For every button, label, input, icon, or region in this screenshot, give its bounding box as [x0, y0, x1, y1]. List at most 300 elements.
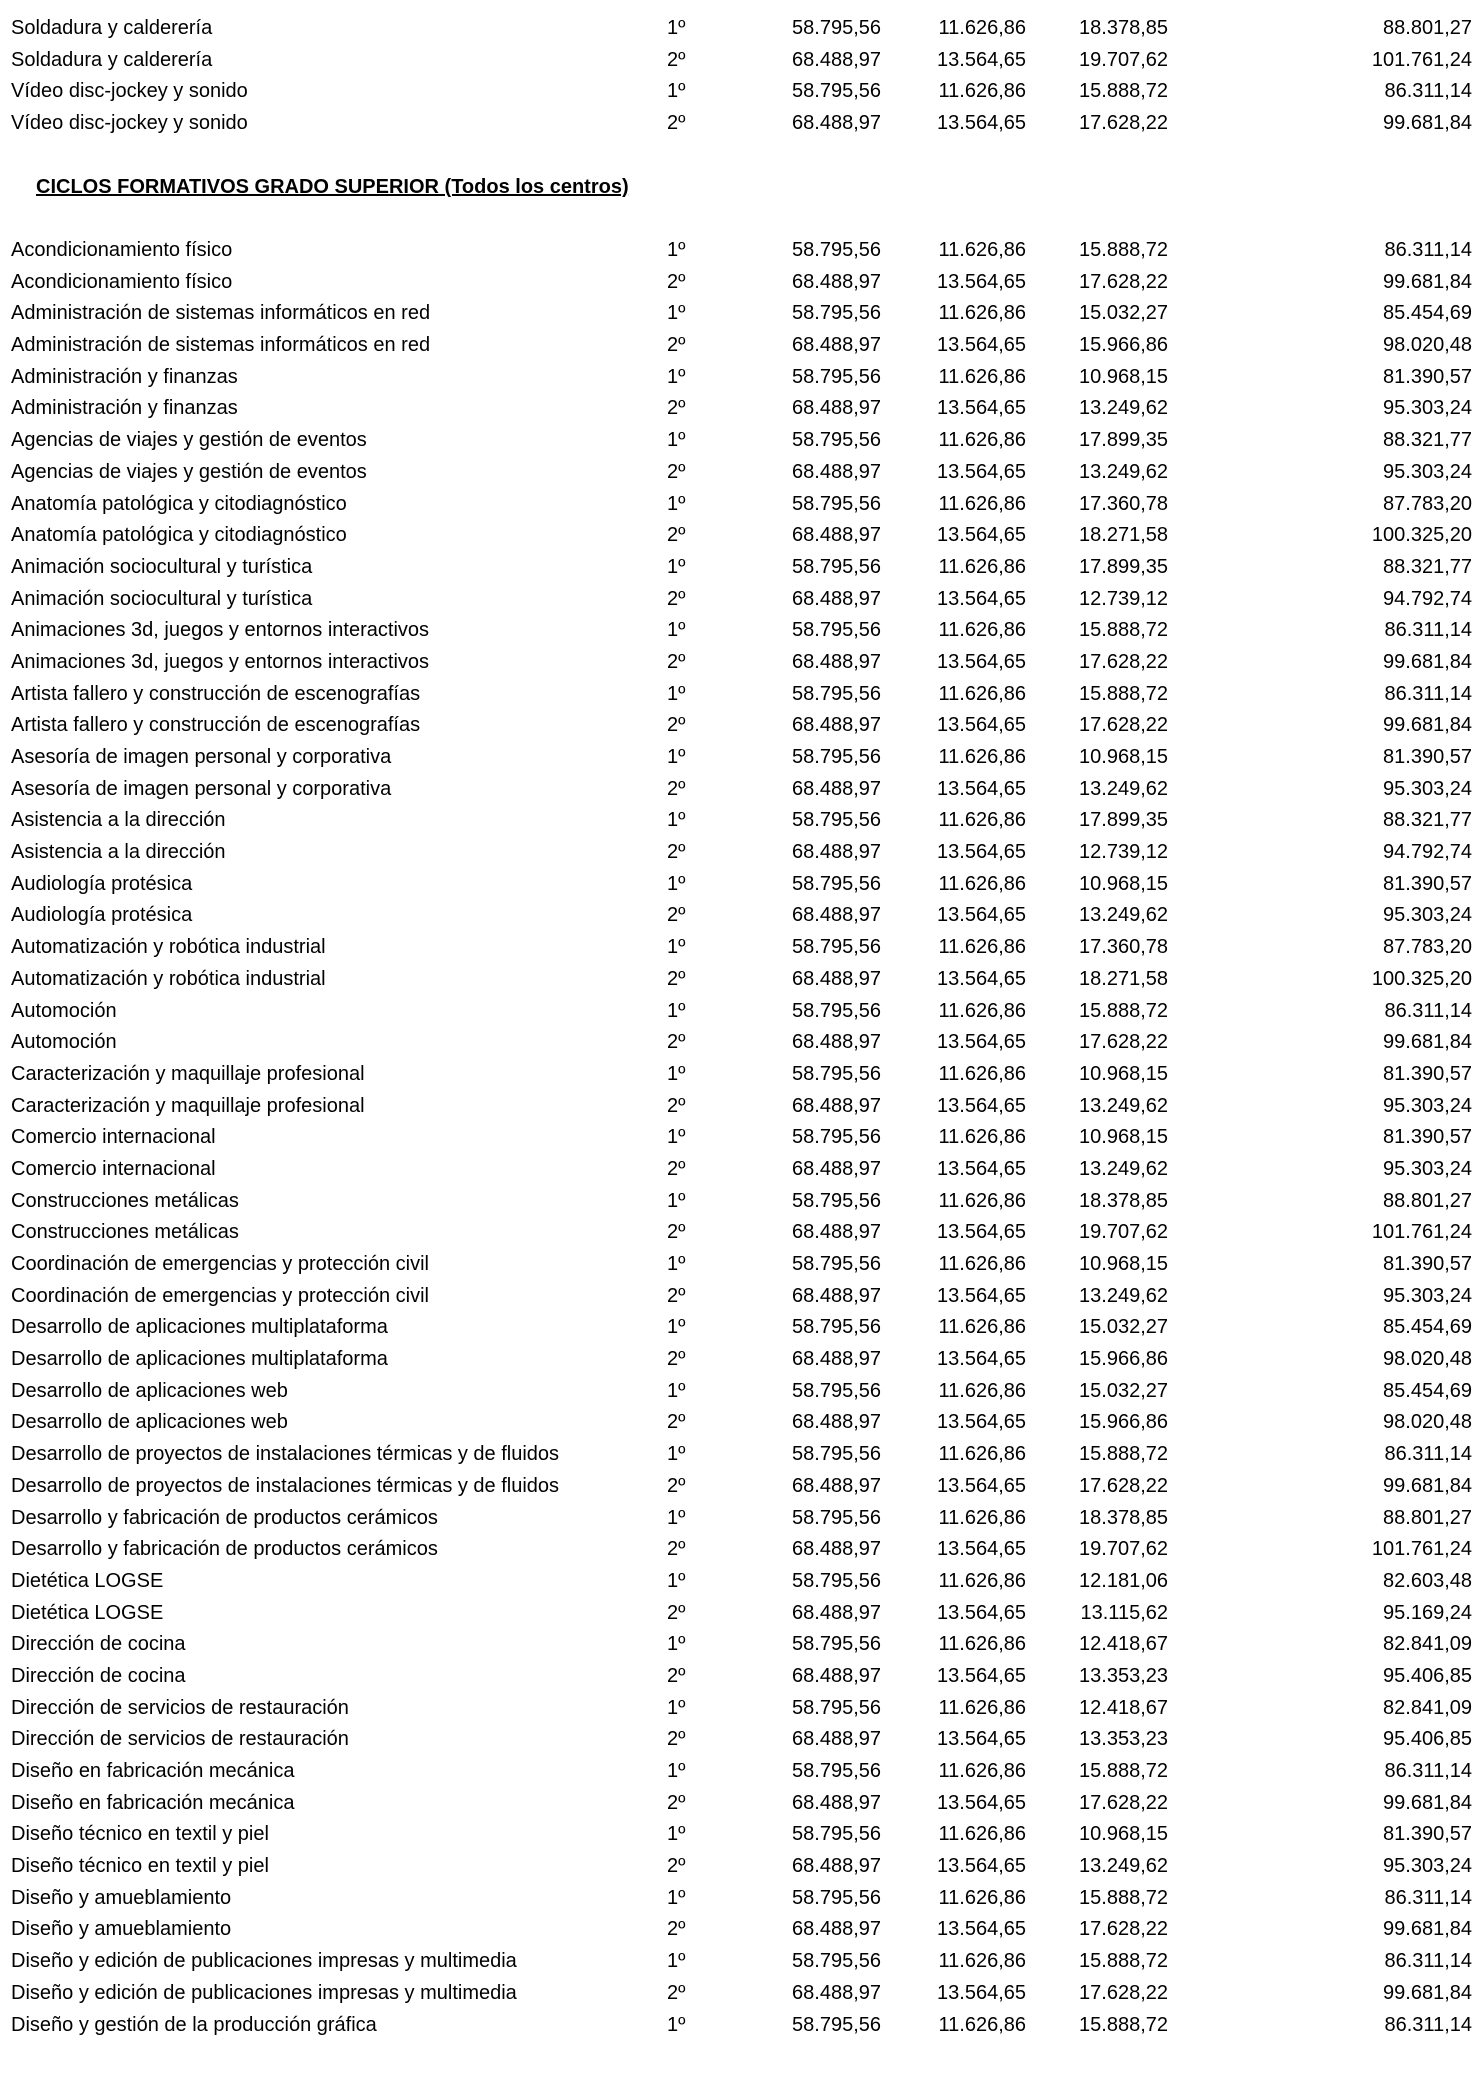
row-total: 95.303,24 — [1383, 1284, 1472, 1307]
row-total: 88.321,77 — [1383, 555, 1472, 578]
row-course: 2º — [667, 1474, 686, 1497]
table-row — [0, 235, 1476, 267]
row-course: 1º — [667, 682, 686, 705]
table-row — [0, 679, 1476, 711]
row-name: Dietética LOGSE — [11, 1569, 164, 1592]
row-amount-2: 11.626,86 — [938, 239, 1026, 261]
row-course: 2º — [667, 841, 686, 864]
row-amount-3: 13.353,23 — [1079, 1664, 1168, 1687]
row-total: 95.303,24 — [1383, 1094, 1472, 1117]
row-amount-1: 58.795,56 — [792, 936, 881, 959]
section-title: CICLOS FORMATIVOS GRADO SUPERIOR (Todos los centros) — [36, 176, 629, 198]
row-course: 2º — [667, 1918, 686, 1941]
row-amount-1: 58.795,56 — [792, 619, 881, 642]
row-course: 1º — [667, 1823, 686, 1846]
row-amount-1: 68.488,97 — [792, 714, 881, 737]
row-total: 85.454,69 — [1383, 302, 1472, 325]
row-course: 1º — [667, 429, 686, 452]
row-name: Diseño y amueblamiento — [11, 1886, 232, 1909]
row-course: 2º — [667, 967, 686, 990]
row-amount-2: 11.626,86 — [938, 1062, 1026, 1085]
row-amount-1: 68.488,97 — [792, 1981, 881, 2004]
row-total: 94.792,74 — [1383, 841, 1472, 864]
row-total: 86.311,14 — [1384, 1760, 1472, 1782]
row-amount-1: 68.488,97 — [792, 1221, 881, 1244]
row-course: 1º — [667, 1950, 686, 1973]
row-course: 1º — [667, 302, 686, 325]
table-row — [0, 76, 1476, 108]
table-row — [0, 1503, 1476, 1535]
row-amount-1: 58.795,56 — [792, 2013, 881, 2036]
row-amount-1: 58.795,56 — [792, 682, 881, 705]
row-amount-3: 18.378,85 — [1079, 1189, 1168, 1212]
row-amount-3: 15.888,72 — [1079, 1443, 1168, 1466]
row-amount-2: 13.564,65 — [937, 777, 1026, 800]
row-course: 1º — [667, 17, 686, 39]
row-amount-2: 13.564,65 — [937, 48, 1026, 71]
table-row — [0, 1946, 1476, 1978]
row-amount-2: 13.564,65 — [937, 1538, 1026, 1561]
row-course: 2º — [667, 112, 686, 135]
row-name: Dirección de servicios de restauración — [11, 1696, 349, 1719]
row-amount-3: 13.115,62 — [1080, 1601, 1168, 1624]
row-amount-1: 58.795,56 — [792, 492, 881, 515]
row-amount-3: 15.888,72 — [1079, 1950, 1168, 1973]
row-amount-3: 12.739,12 — [1079, 841, 1168, 864]
row-total: 100.325,20 — [1371, 524, 1472, 547]
row-amount-1: 58.795,56 — [792, 1633, 881, 1656]
row-amount-3: 17.628,22 — [1079, 1918, 1168, 1941]
row-amount-1: 68.488,97 — [792, 524, 881, 547]
main-table — [0, 235, 1476, 2041]
table-row — [0, 330, 1476, 362]
table-row — [0, 45, 1476, 77]
row-course: 2º — [667, 397, 686, 420]
row-amount-3: 13.249,62 — [1079, 904, 1168, 927]
row-name: Coordinación de emergencias y protección civil — [11, 1253, 429, 1275]
row-amount-1: 68.488,97 — [792, 1664, 881, 1687]
row-amount-1: 68.488,97 — [792, 1157, 881, 1180]
row-amount-3: 17.628,22 — [1079, 1791, 1168, 1814]
row-amount-3: 15.888,72 — [1079, 682, 1168, 705]
table-row — [0, 774, 1476, 806]
row-amount-1: 68.488,97 — [792, 48, 881, 71]
table-row — [0, 1724, 1476, 1756]
row-name: Desarrollo de proyectos de instalaciones térmicas y de fluidos — [11, 1443, 560, 1466]
row-amount-1: 68.488,97 — [792, 1348, 881, 1371]
row-course: 1º — [667, 1886, 686, 1909]
row-amount-1: 68.488,97 — [792, 460, 881, 483]
row-amount-2: 11.626,86 — [938, 746, 1026, 768]
table-row — [0, 1312, 1476, 1344]
row-amount-2: 11.626,86 — [938, 17, 1026, 39]
row-total: 88.801,27 — [1383, 17, 1472, 39]
row-amount-1: 68.488,97 — [792, 1918, 881, 1941]
row-amount-2: 11.626,86 — [938, 682, 1026, 705]
row-amount-3: 15.888,72 — [1079, 1886, 1168, 1909]
row-course: 2º — [667, 524, 686, 547]
row-amount-3: 13.353,23 — [1079, 1728, 1168, 1751]
table-row — [0, 1819, 1476, 1851]
row-course: 2º — [667, 1538, 686, 1561]
row-amount-2: 13.564,65 — [937, 1728, 1026, 1751]
row-amount-3: 15.966,86 — [1079, 1348, 1168, 1371]
row-course: 1º — [667, 1126, 686, 1149]
row-amount-2: 11.626,86 — [938, 429, 1026, 452]
row-name: Desarrollo y fabricación de productos cerámicos — [11, 1538, 438, 1561]
row-total: 85.454,69 — [1383, 1379, 1472, 1402]
table-row — [0, 1566, 1476, 1598]
row-amount-2: 11.626,86 — [938, 936, 1026, 959]
row-total: 99.681,84 — [1383, 270, 1472, 293]
row-total: 87.783,20 — [1383, 492, 1472, 515]
row-amount-1: 58.795,56 — [792, 1316, 881, 1339]
row-amount-2: 11.626,86 — [938, 1379, 1026, 1402]
row-amount-1: 68.488,97 — [792, 587, 881, 610]
row-total: 95.303,24 — [1383, 904, 1472, 927]
row-amount-3: 17.899,35 — [1079, 429, 1168, 452]
row-name: Soldadura y calderería — [11, 17, 213, 39]
row-total: 95.303,24 — [1383, 777, 1472, 800]
row-course: 2º — [667, 1157, 686, 1180]
table-row — [0, 1059, 1476, 1091]
row-course: 2º — [667, 270, 686, 293]
row-name: Administración y finanzas — [11, 365, 238, 388]
row-amount-3: 18.378,85 — [1079, 17, 1168, 39]
row-amount-2: 13.564,65 — [937, 270, 1026, 293]
row-amount-3: 17.628,22 — [1079, 270, 1168, 293]
row-amount-2: 13.564,65 — [937, 967, 1026, 990]
row-amount-1: 58.795,56 — [792, 1189, 881, 1212]
row-course: 1º — [667, 746, 686, 768]
row-amount-3: 17.628,22 — [1079, 714, 1168, 737]
row-amount-3: 15.888,72 — [1079, 80, 1168, 103]
row-amount-2: 11.626,86 — [938, 365, 1026, 388]
row-amount-1: 58.795,56 — [792, 429, 881, 452]
row-total: 98.020,48 — [1383, 1411, 1472, 1434]
table-row — [0, 267, 1476, 299]
row-amount-3: 17.628,22 — [1079, 112, 1168, 135]
row-amount-1: 68.488,97 — [792, 1791, 881, 1814]
table-row — [0, 1186, 1476, 1218]
table-row — [0, 1471, 1476, 1503]
row-total: 86.311,14 — [1384, 1886, 1472, 1909]
row-amount-1: 68.488,97 — [792, 1728, 881, 1751]
row-name: Dietética LOGSE — [11, 1601, 164, 1624]
row-course: 1º — [667, 1633, 686, 1656]
row-amount-2: 13.564,65 — [937, 1348, 1026, 1371]
row-name: Administración de sistemas informáticos en red — [11, 302, 431, 325]
table-row — [0, 1091, 1476, 1123]
row-amount-3: 12.739,12 — [1079, 587, 1168, 610]
row-name: Automatización y robótica industrial — [11, 967, 326, 990]
row-total: 101.761,24 — [1371, 1221, 1472, 1244]
row-amount-2: 13.564,65 — [937, 1157, 1026, 1180]
row-amount-2: 13.564,65 — [937, 1664, 1026, 1687]
row-total: 95.406,85 — [1383, 1664, 1472, 1687]
row-amount-1: 68.488,97 — [792, 1411, 881, 1434]
row-amount-1: 68.488,97 — [792, 1031, 881, 1054]
row-amount-1: 68.488,97 — [792, 1601, 881, 1624]
row-name: Animaciones 3d, juegos y entornos interactivos — [11, 650, 430, 673]
row-amount-1: 58.795,56 — [792, 1950, 881, 1973]
row-name: Audiología protésica — [11, 872, 193, 895]
table-row — [0, 1154, 1476, 1186]
table-row — [0, 1851, 1476, 1883]
row-name: Soldadura y calderería — [11, 48, 213, 71]
row-amount-1: 58.795,56 — [792, 80, 881, 103]
row-name: Audiología protésica — [11, 904, 193, 927]
row-total: 95.303,24 — [1383, 460, 1472, 483]
row-amount-2: 13.564,65 — [937, 1411, 1026, 1434]
row-amount-2: 13.564,65 — [937, 841, 1026, 864]
row-course: 1º — [667, 936, 686, 959]
table-row — [0, 13, 1476, 45]
row-course: 1º — [667, 1443, 686, 1466]
table-row — [0, 1661, 1476, 1693]
row-amount-2: 13.564,65 — [937, 714, 1026, 737]
row-name: Desarrollo de proyectos de instalaciones térmicas y de fluidos — [11, 1474, 560, 1497]
row-total: 86.311,14 — [1384, 682, 1472, 705]
row-name: Diseño y gestión de la producción gráfica — [11, 2013, 377, 2036]
row-course: 1º — [667, 809, 686, 832]
table-row — [0, 298, 1476, 330]
row-course: 1º — [667, 619, 686, 642]
row-total: 101.761,24 — [1371, 48, 1472, 71]
row-amount-1: 58.795,56 — [792, 365, 881, 388]
row-amount-2: 13.564,65 — [937, 1031, 1026, 1054]
row-name: Anatomía patológica y citodiagnóstico — [11, 492, 347, 515]
table-row — [0, 584, 1476, 616]
row-course: 1º — [667, 1506, 686, 1529]
row-amount-1: 58.795,56 — [792, 1760, 881, 1782]
table-row — [0, 1788, 1476, 1820]
row-name: Diseño y edición de publicaciones impresas y multimedia — [11, 1981, 517, 2004]
row-course: 2º — [667, 1221, 686, 1244]
row-name: Dirección de cocina — [11, 1633, 186, 1656]
table-row — [0, 837, 1476, 869]
row-total: 88.321,77 — [1383, 429, 1472, 452]
row-amount-2: 13.564,65 — [937, 904, 1026, 927]
row-amount-1: 58.795,56 — [792, 555, 881, 578]
row-name: Asistencia a la dirección — [11, 841, 226, 864]
row-amount-1: 58.795,56 — [792, 872, 881, 895]
row-total: 99.681,84 — [1383, 1474, 1472, 1497]
row-amount-3: 15.888,72 — [1079, 999, 1168, 1022]
row-total: 81.390,57 — [1383, 1062, 1472, 1085]
row-total: 81.390,57 — [1383, 365, 1472, 388]
row-amount-1: 68.488,97 — [792, 1474, 881, 1497]
row-amount-1: 68.488,97 — [792, 1284, 881, 1307]
table-row — [0, 964, 1476, 996]
row-amount-1: 58.795,56 — [792, 809, 881, 832]
row-total: 86.311,14 — [1384, 619, 1472, 642]
row-amount-2: 13.564,65 — [937, 1094, 1026, 1117]
table-row — [0, 996, 1476, 1028]
row-amount-3: 17.628,22 — [1079, 1474, 1168, 1497]
row-course: 2º — [667, 1664, 686, 1687]
row-amount-3: 10.968,15 — [1079, 872, 1168, 895]
row-amount-2: 11.626,86 — [938, 809, 1026, 832]
row-total: 88.321,77 — [1383, 809, 1472, 832]
row-course: 1º — [667, 2013, 686, 2036]
row-name: Automoción — [11, 1031, 117, 1054]
row-amount-3: 19.707,62 — [1079, 1221, 1168, 1244]
row-amount-2: 13.564,65 — [937, 1855, 1026, 1878]
table-row — [0, 108, 1476, 140]
row-name: Coordinación de emergencias y protección civil — [11, 1284, 429, 1307]
row-name: Vídeo disc-jockey y sonido — [11, 80, 248, 103]
row-name: Diseño en fabricación mecánica — [11, 1791, 295, 1814]
row-amount-3: 17.628,22 — [1079, 1031, 1168, 1054]
row-course: 2º — [667, 1855, 686, 1878]
row-amount-2: 13.564,65 — [937, 1791, 1026, 1814]
row-total: 100.325,20 — [1371, 967, 1472, 990]
row-course: 2º — [667, 1728, 686, 1751]
row-name: Acondicionamiento físico — [11, 239, 233, 261]
table-row — [0, 710, 1476, 742]
row-amount-2: 11.626,86 — [938, 1126, 1026, 1149]
table-row — [0, 520, 1476, 552]
row-total: 98.020,48 — [1383, 1348, 1472, 1371]
row-amount-2: 11.626,86 — [938, 1950, 1026, 1973]
row-amount-3: 15.966,86 — [1079, 1411, 1168, 1434]
row-total: 99.681,84 — [1383, 1918, 1472, 1941]
row-name: Desarrollo de aplicaciones multiplataforma — [11, 1316, 388, 1339]
row-amount-2: 13.564,65 — [937, 112, 1026, 135]
row-amount-1: 58.795,56 — [792, 1379, 881, 1402]
row-amount-3: 17.899,35 — [1079, 809, 1168, 832]
row-amount-2: 11.626,86 — [938, 619, 1026, 642]
row-total: 101.761,24 — [1371, 1538, 1472, 1561]
row-course: 2º — [667, 777, 686, 800]
table-row — [0, 362, 1476, 394]
row-amount-1: 58.795,56 — [792, 302, 881, 325]
row-course: 2º — [667, 1284, 686, 1307]
row-course: 1º — [667, 1062, 686, 1085]
row-amount-3: 10.968,15 — [1079, 1823, 1168, 1846]
row-amount-3: 10.968,15 — [1079, 1126, 1168, 1149]
table-row — [0, 1883, 1476, 1915]
row-course: 1º — [667, 872, 686, 895]
table-row — [0, 1217, 1476, 1249]
row-amount-2: 11.626,86 — [938, 1569, 1026, 1592]
row-amount-2: 11.626,86 — [938, 302, 1026, 325]
row-amount-3: 15.888,72 — [1079, 239, 1168, 261]
row-amount-2: 13.564,65 — [937, 334, 1026, 357]
row-amount-2: 13.564,65 — [937, 650, 1026, 673]
row-name: Automatización y robótica industrial — [11, 936, 326, 959]
row-name: Desarrollo de aplicaciones web — [11, 1379, 288, 1402]
row-name: Artista fallero y construcción de escenografías — [11, 682, 421, 705]
row-amount-1: 58.795,56 — [792, 1886, 881, 1909]
row-total: 82.841,09 — [1383, 1696, 1472, 1719]
row-amount-3: 13.249,62 — [1079, 1855, 1168, 1878]
row-name: Administración y finanzas — [11, 397, 238, 420]
row-total: 85.454,69 — [1383, 1316, 1472, 1339]
row-amount-2: 13.564,65 — [937, 1474, 1026, 1497]
row-amount-1: 58.795,56 — [792, 1126, 881, 1149]
row-amount-1: 68.488,97 — [792, 1855, 881, 1878]
row-amount-2: 11.626,86 — [938, 555, 1026, 578]
row-total: 94.792,74 — [1383, 587, 1472, 610]
row-amount-1: 58.795,56 — [792, 1062, 881, 1085]
table-row — [0, 1629, 1476, 1661]
row-amount-3: 10.968,15 — [1079, 1253, 1168, 1275]
row-course: 1º — [667, 80, 686, 103]
row-amount-1: 68.488,97 — [792, 967, 881, 990]
row-total: 86.311,14 — [1384, 1443, 1472, 1466]
row-amount-2: 11.626,86 — [938, 492, 1026, 515]
row-amount-3: 18.271,58 — [1079, 524, 1168, 547]
row-amount-3: 19.707,62 — [1079, 48, 1168, 71]
row-amount-2: 11.626,86 — [938, 1823, 1026, 1846]
row-amount-1: 68.488,97 — [792, 1538, 881, 1561]
row-course: 1º — [667, 1316, 686, 1339]
row-course: 2º — [667, 904, 686, 927]
row-amount-1: 68.488,97 — [792, 270, 881, 293]
table-row — [0, 805, 1476, 837]
table-row — [0, 1439, 1476, 1471]
row-amount-1: 58.795,56 — [792, 1253, 881, 1275]
row-amount-3: 17.899,35 — [1079, 555, 1168, 578]
row-total: 95.303,24 — [1383, 397, 1472, 420]
row-course: 1º — [667, 1760, 686, 1782]
row-course: 2º — [667, 460, 686, 483]
row-name: Diseño técnico en textil y piel — [11, 1823, 269, 1846]
row-amount-3: 10.968,15 — [1079, 1062, 1168, 1085]
row-total: 81.390,57 — [1383, 872, 1472, 895]
row-amount-2: 11.626,86 — [938, 1760, 1026, 1782]
table-row — [0, 932, 1476, 964]
table-row — [0, 615, 1476, 647]
row-amount-1: 68.488,97 — [792, 777, 881, 800]
row-total: 99.681,84 — [1383, 1981, 1472, 2004]
table-row — [0, 552, 1476, 584]
row-amount-1: 68.488,97 — [792, 904, 881, 927]
row-name: Diseño técnico en textil y piel — [11, 1855, 269, 1878]
row-total: 81.390,57 — [1383, 1126, 1472, 1149]
row-amount-2: 11.626,86 — [938, 1443, 1026, 1466]
row-total: 81.390,57 — [1383, 1253, 1472, 1275]
row-amount-2: 13.564,65 — [937, 1221, 1026, 1244]
row-name: Asesoría de imagen personal y corporativa — [11, 777, 392, 800]
row-course: 2º — [667, 1094, 686, 1117]
row-amount-3: 17.628,22 — [1079, 650, 1168, 673]
row-amount-3: 15.966,86 — [1079, 334, 1168, 357]
row-amount-1: 58.795,56 — [792, 17, 881, 39]
row-amount-3: 18.378,85 — [1079, 1506, 1168, 1529]
table-row — [0, 742, 1476, 774]
row-name: Desarrollo y fabricación de productos cerámicos — [11, 1506, 438, 1529]
row-name: Construcciones metálicas — [11, 1221, 239, 1244]
table-row — [0, 1122, 1476, 1154]
table-row — [0, 647, 1476, 679]
table-row — [0, 1914, 1476, 1946]
table-row — [0, 393, 1476, 425]
row-total: 99.681,84 — [1383, 650, 1472, 673]
table-row — [0, 900, 1476, 932]
row-course: 1º — [667, 1569, 686, 1592]
row-name: Construcciones metálicas — [11, 1189, 239, 1212]
row-name: Animaciones 3d, juegos y entornos interactivos — [11, 619, 430, 642]
row-total: 99.681,84 — [1383, 112, 1472, 135]
row-course: 1º — [667, 1696, 686, 1719]
row-name: Animación sociocultural y turística — [11, 587, 313, 610]
row-amount-3: 13.249,62 — [1079, 397, 1168, 420]
row-name: Automoción — [11, 999, 117, 1022]
row-name: Comercio internacional — [11, 1157, 216, 1180]
